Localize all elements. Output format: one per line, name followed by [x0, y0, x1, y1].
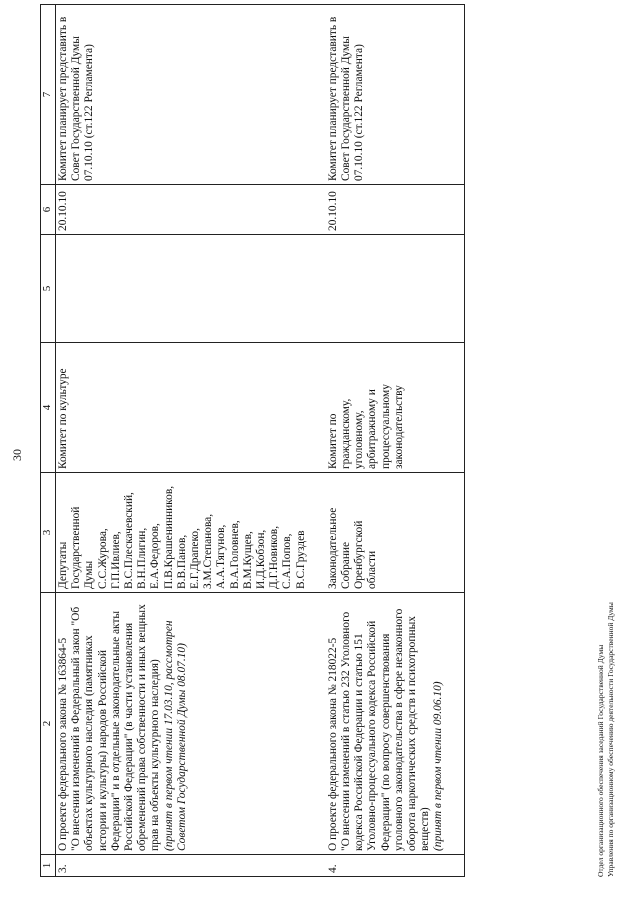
page-number: 30 [10, 449, 24, 461]
initiator-line: И.Д.Кобзон, [255, 529, 268, 589]
col-header-1: 1 [41, 855, 56, 877]
initiator-line: П.В.Крашенинников, [162, 485, 175, 589]
col-header-6: 6 [41, 185, 56, 235]
committee-cell: Комитет по культуре [56, 343, 326, 473]
initiator-line: Д.Г.Новиков, [268, 525, 281, 589]
table-row [326, 5, 464, 877]
initiator-line: Депутаты [57, 541, 69, 589]
row-number: 3. [56, 855, 326, 877]
date-cell: 20.10.10 [326, 185, 464, 235]
initiator-line: Собрание [340, 541, 353, 589]
initiator-line: Оренбургской [353, 520, 366, 589]
initiator-line: Е.Г.Драпеко, [189, 528, 202, 589]
initiator-cell [56, 473, 326, 593]
initiator-line: З.М.Степанова, [202, 513, 215, 589]
initiator-line: В.А.Головнев, [228, 520, 241, 589]
table-row [56, 5, 326, 877]
bill-description-cell [56, 593, 326, 855]
bill-description: "О внесении изменений в Федеральный закон "Об объектах культурного наследия (памятниках истории и культуры) народов Российской Федерации" и в отдельные законодательные акты Российской Федерации" (в части установления обременений права собственности и иных вещных прав на объекты культурного наследия) [70, 604, 162, 851]
initiator-line: Г.П.Ивлиев, [109, 531, 122, 589]
column-5-cell [56, 235, 326, 343]
bill-description: "О внесении изменений в статью 232 Уголовного кодекса Российской Федерации и статью 151 Уголовно-процессуального кодекса Российской Федерации" (по вопросу совершенствования уголовного законодательства в сфере незаконного оборота наркотических средств и психотропных веществ) [340, 608, 432, 851]
comment-cell: Комитет планирует представить в Совет Государственной Думы 07.10.10 (ст.122 Регламента) [56, 5, 326, 185]
initiator-line: Думы [83, 560, 96, 589]
initiator-line: области [366, 550, 379, 589]
footer-line: Отдел организационного обеспечения заседаний Государственной Думы [596, 644, 605, 877]
initiator-line: Законодательное [326, 507, 339, 589]
column-5-cell [326, 235, 464, 343]
footer [596, 602, 615, 877]
bill-title: О проекте федерального закона № 218022-5 [326, 637, 339, 851]
col-header-4: 4 [41, 343, 56, 473]
col-header-7: 7 [41, 5, 56, 185]
col-header-2: 2 [41, 593, 56, 855]
footer-line: Управления по организационному обеспечению деятельности Государственной Думы [605, 602, 615, 877]
initiator-line: В.В.Панов, [175, 534, 188, 589]
col-header-3: 3 [41, 473, 56, 593]
initiator-line: А.А.Тягунов, [215, 524, 228, 589]
bill-status-note: (принят в первом чтении 17.03.10, рассмотрен Советом Государственной Думы 08.07.10) [162, 620, 188, 851]
bill-title: О проекте федерального закона № 163864-5 [57, 637, 69, 851]
header-row [41, 5, 56, 877]
initiator-line: В.Н.Плигин, [136, 527, 149, 589]
initiator-line: В.С.Плескачевский, [123, 492, 136, 589]
bill-description-cell [326, 593, 464, 855]
initiator-line: Е.А.Федоров, [149, 523, 162, 589]
initiator-cell [326, 473, 464, 593]
initiator-line: С.А.Попов, [281, 533, 294, 589]
col-header-5: 5 [41, 235, 56, 343]
comment-cell: Комитет планирует представить в Совет Государственной Думы 07.10.10 (ст.122 Регламента) [326, 5, 464, 185]
initiator-line: В.М.Кущев, [241, 531, 254, 589]
bill-status-note: (принят в первом чтении 09.06.10) [432, 681, 445, 851]
initiator-line: В.С.Груздев [294, 530, 307, 589]
row-number: 4. [326, 855, 464, 877]
committee-cell: Комитет по гражданскому, уголовному, арбитражному и процессуальному законодательству [326, 343, 464, 473]
date-cell: 20.10.10 [56, 185, 326, 235]
initiator-line: Государственной [70, 506, 83, 589]
agenda-table [40, 4, 465, 877]
initiator-line: С.С.Журова, [96, 528, 109, 589]
